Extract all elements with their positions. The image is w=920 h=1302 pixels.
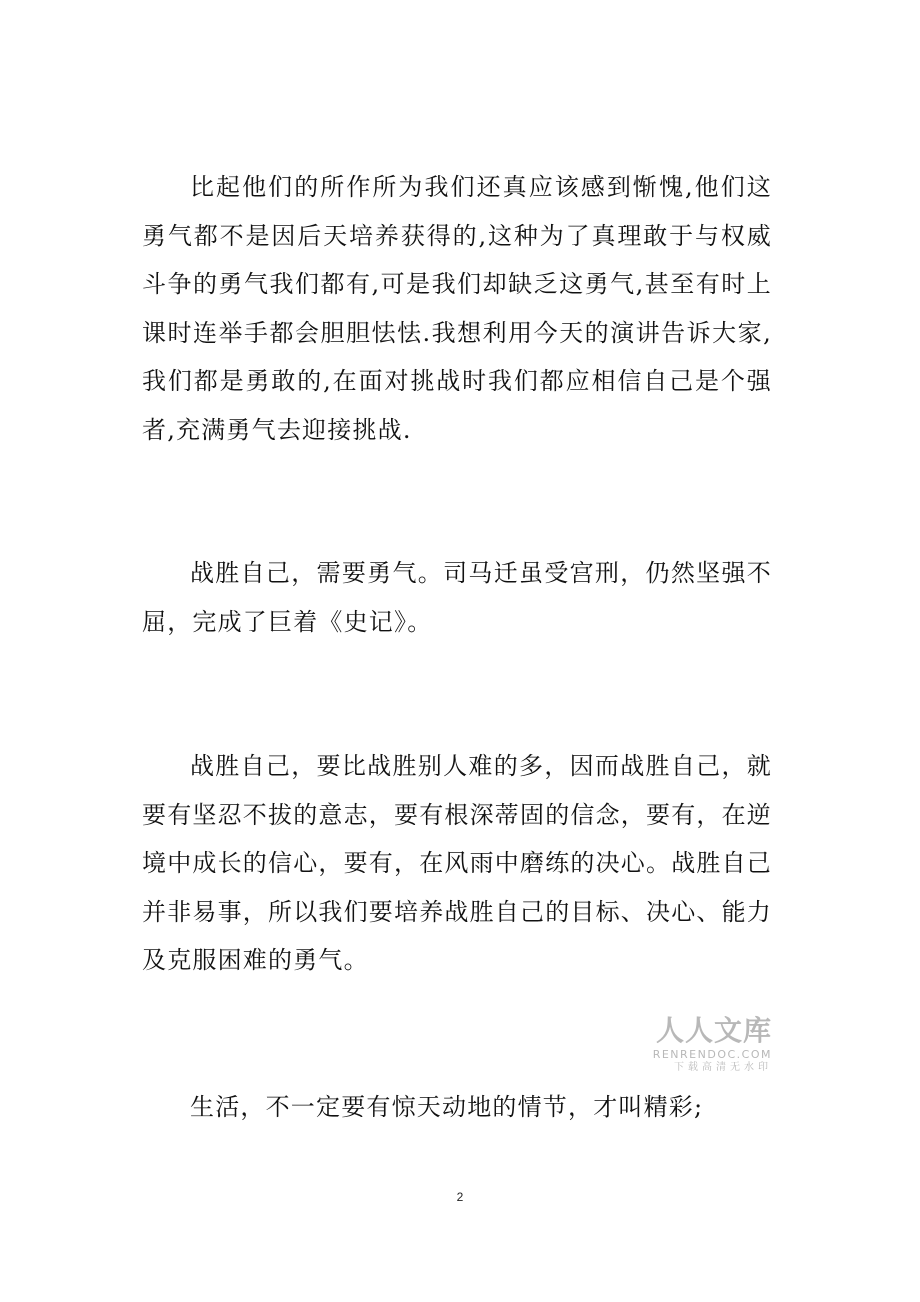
watermark-url: RENRENDOC.COM: [652, 1048, 772, 1061]
paragraph-sima-qian: 战胜自己，需要勇气。司马迁虽受宫刑，仍然坚强不屈，完成了巨着《史记》。: [142, 559, 772, 636]
paragraph-courage-reflection: 比起他们的所作所为我们还真应该感到惭愧,他们这勇气都不是因后天培养获得的,这种为了真理敢于与权威斗争的勇气我们都有,可是我们却缺乏这勇气,甚至有时上课时连举手都会胆胆怯怯.我想利用今天的演讲告诉大家,我们都是勇敢的,在面对挑战时我们都应相信自己是个强者,充满勇气去迎接挑战.: [142, 173, 772, 444]
watermark-subtitle: 下载高清无水印: [674, 1062, 772, 1073]
watermark-title: 人人文库: [655, 1014, 772, 1047]
paragraph-life: 生活，不一定要有惊天动地的情节，才叫精彩;: [190, 1093, 704, 1121]
watermark-logo: [646, 1014, 772, 1074]
page-number: 2: [456, 1190, 464, 1204]
paragraph-overcome-self: 战胜自己，要比战胜别人难的多，因而战胜自己，就要有坚忍不拔的意志，要有根深蒂固的信念，要有，在逆境中成长的信心，要有，在风雨中磨练的决心。战胜自己并非易事，所以我们要培养战胜自己的目标、决心、能力及克服困难的勇气。: [142, 752, 772, 974]
